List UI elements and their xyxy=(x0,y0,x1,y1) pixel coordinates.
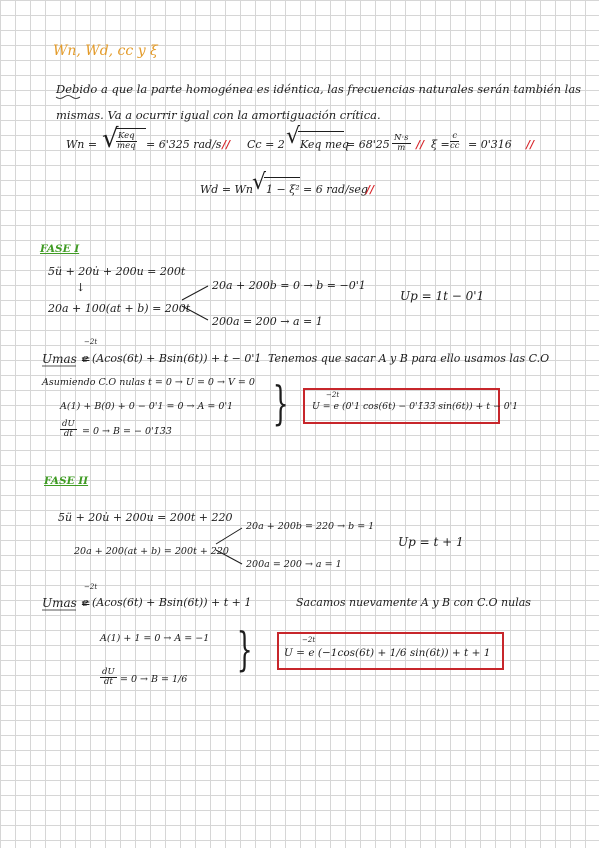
fase1-deriv-den: dt xyxy=(63,428,73,439)
fase2-umas-note: Sacamos nuevamente A y B con C.O nulas xyxy=(296,596,531,609)
fase1-condition-2: = 0 → B = − 0'1̄3̄3̄ xyxy=(82,426,172,437)
xi-frac-num: c xyxy=(452,131,458,141)
fase2-umas-label: Umas = xyxy=(42,596,91,610)
cc-lhs: Cc = 2 xyxy=(247,138,285,151)
sqrt-symbol: √ xyxy=(252,170,267,195)
fase2-branch-top: 20a + 200b = 220 → b = 1 xyxy=(246,521,375,532)
wd-lhs: Wd = Wn xyxy=(200,183,253,196)
cc-mark: // xyxy=(416,138,425,151)
xi-rhs: = 0'316 xyxy=(468,138,512,151)
fase1-result: U = e (0'1 cos(6t) − 0'1̄3̄3̄ sin(6t)) + t − 0'1 xyxy=(312,401,519,412)
fase2-branch-arrow-top xyxy=(216,528,242,544)
fase2-brace: } xyxy=(236,622,253,676)
fase1-condition-1: A(1) + B(0) + 0 − 0'1 = 0 → A = 0'1 xyxy=(60,401,234,412)
fase1-umas-note: Tenemos que sacar A y B para ello usamos las C.O xyxy=(268,352,550,365)
fase1-umas-exponent: −2t xyxy=(84,338,98,346)
fase2-umas-body: e (Acos(6t) + Bsin(6t)) + t + 1 xyxy=(82,596,252,609)
page-heading: Wn, Wd, cc y ξ xyxy=(53,43,158,59)
wd-mark: // xyxy=(366,183,375,196)
fase1-equation: 5ü + 20u̇ + 200u = 200t xyxy=(48,265,186,278)
fase2-substitution: 20a + 200(at + b) = 200t + 220 xyxy=(74,546,229,557)
xi-frac-den: cc xyxy=(450,140,460,151)
fase2-condition-1: A(1) + 1 = 0 → A = −1 xyxy=(100,633,210,644)
xi-mark: // xyxy=(526,138,535,151)
wn-lhs: Wn = xyxy=(66,138,98,151)
fase2-branch-bottom: 200a = 200 → a = 1 xyxy=(246,559,342,570)
fase2-deriv-num: dU xyxy=(102,667,115,677)
fase2-title: FASE II xyxy=(44,475,89,487)
fase2-result: U = e (−1cos(6t) + 1/6 sin(6t)) + t + 1 xyxy=(284,647,491,659)
intro-line-1: Debido a que la parte homogénea es idéntica, las frecuencias naturales serán también las xyxy=(56,82,582,96)
sqrt-symbol: √ xyxy=(102,124,119,154)
fase1-umas-label: Umas = xyxy=(42,352,91,366)
fase2-equation: 5ü + 20u̇ + 200u = 200t + 220 xyxy=(58,511,233,524)
cc-unit-den: m xyxy=(397,142,406,153)
fase1-branch-arrow-top xyxy=(182,286,208,300)
wn-frac-num: Keq xyxy=(118,131,135,141)
fase1-assumption: Asumiendo C.O nulas t = 0 → U = 0 → V = 0 xyxy=(42,377,255,388)
fase2-up: Up = t + 1 xyxy=(398,535,464,549)
wn-frac-den: meq xyxy=(117,140,136,151)
cc-root: Keq meq xyxy=(300,138,349,151)
wn-mark: // xyxy=(222,138,231,151)
fase2-umas-exponent: −2t xyxy=(84,583,98,591)
fase1-result-exponent: −2t xyxy=(326,391,340,399)
cc-rhs: = 68'25 xyxy=(346,138,390,151)
wn-rhs: = 6'325 rad/s xyxy=(146,138,222,151)
fase2-deriv-den: dt xyxy=(103,676,113,687)
intro-line-2: mismas. Va a ocurrir igual con la amortiguación crítica. xyxy=(56,108,381,122)
fase1-branch-top: 20a + 200b = 0 → b = −0'1 xyxy=(212,279,366,292)
fase1-branch-arrow-bottom xyxy=(182,306,208,320)
fase1-deriv-num: dU xyxy=(62,419,75,429)
xi-lhs: ξ = xyxy=(431,138,450,151)
sqrt-symbol: √ xyxy=(286,124,301,149)
fase1-substitution: 20a + 100(at + b) = 200t xyxy=(48,302,191,315)
fase2-branch-arrow-bottom xyxy=(216,550,242,564)
fase1-branch-bottom: 200a = 200 → a = 1 xyxy=(212,315,323,328)
cc-unit-num: N·s xyxy=(394,133,409,143)
fase1-umas-body: e (Acos(6t) + Bsin(6t)) + t − 0'1 xyxy=(82,352,262,365)
fase2-result-exponent: −2t xyxy=(302,636,316,644)
fase2-condition-2: = 0 → B = 1/6 xyxy=(120,674,188,685)
fase1-title: FASE I xyxy=(40,243,80,255)
fase1-up: Up = 1t − 0'1 xyxy=(400,289,485,303)
fase1-brace: } xyxy=(272,376,289,430)
wd-root: 1 − ξ² xyxy=(266,183,300,196)
intro-underline xyxy=(56,96,80,99)
fase1-arrow: ↓ xyxy=(76,281,86,294)
wd-rhs: = 6 rad/seg xyxy=(303,183,368,196)
